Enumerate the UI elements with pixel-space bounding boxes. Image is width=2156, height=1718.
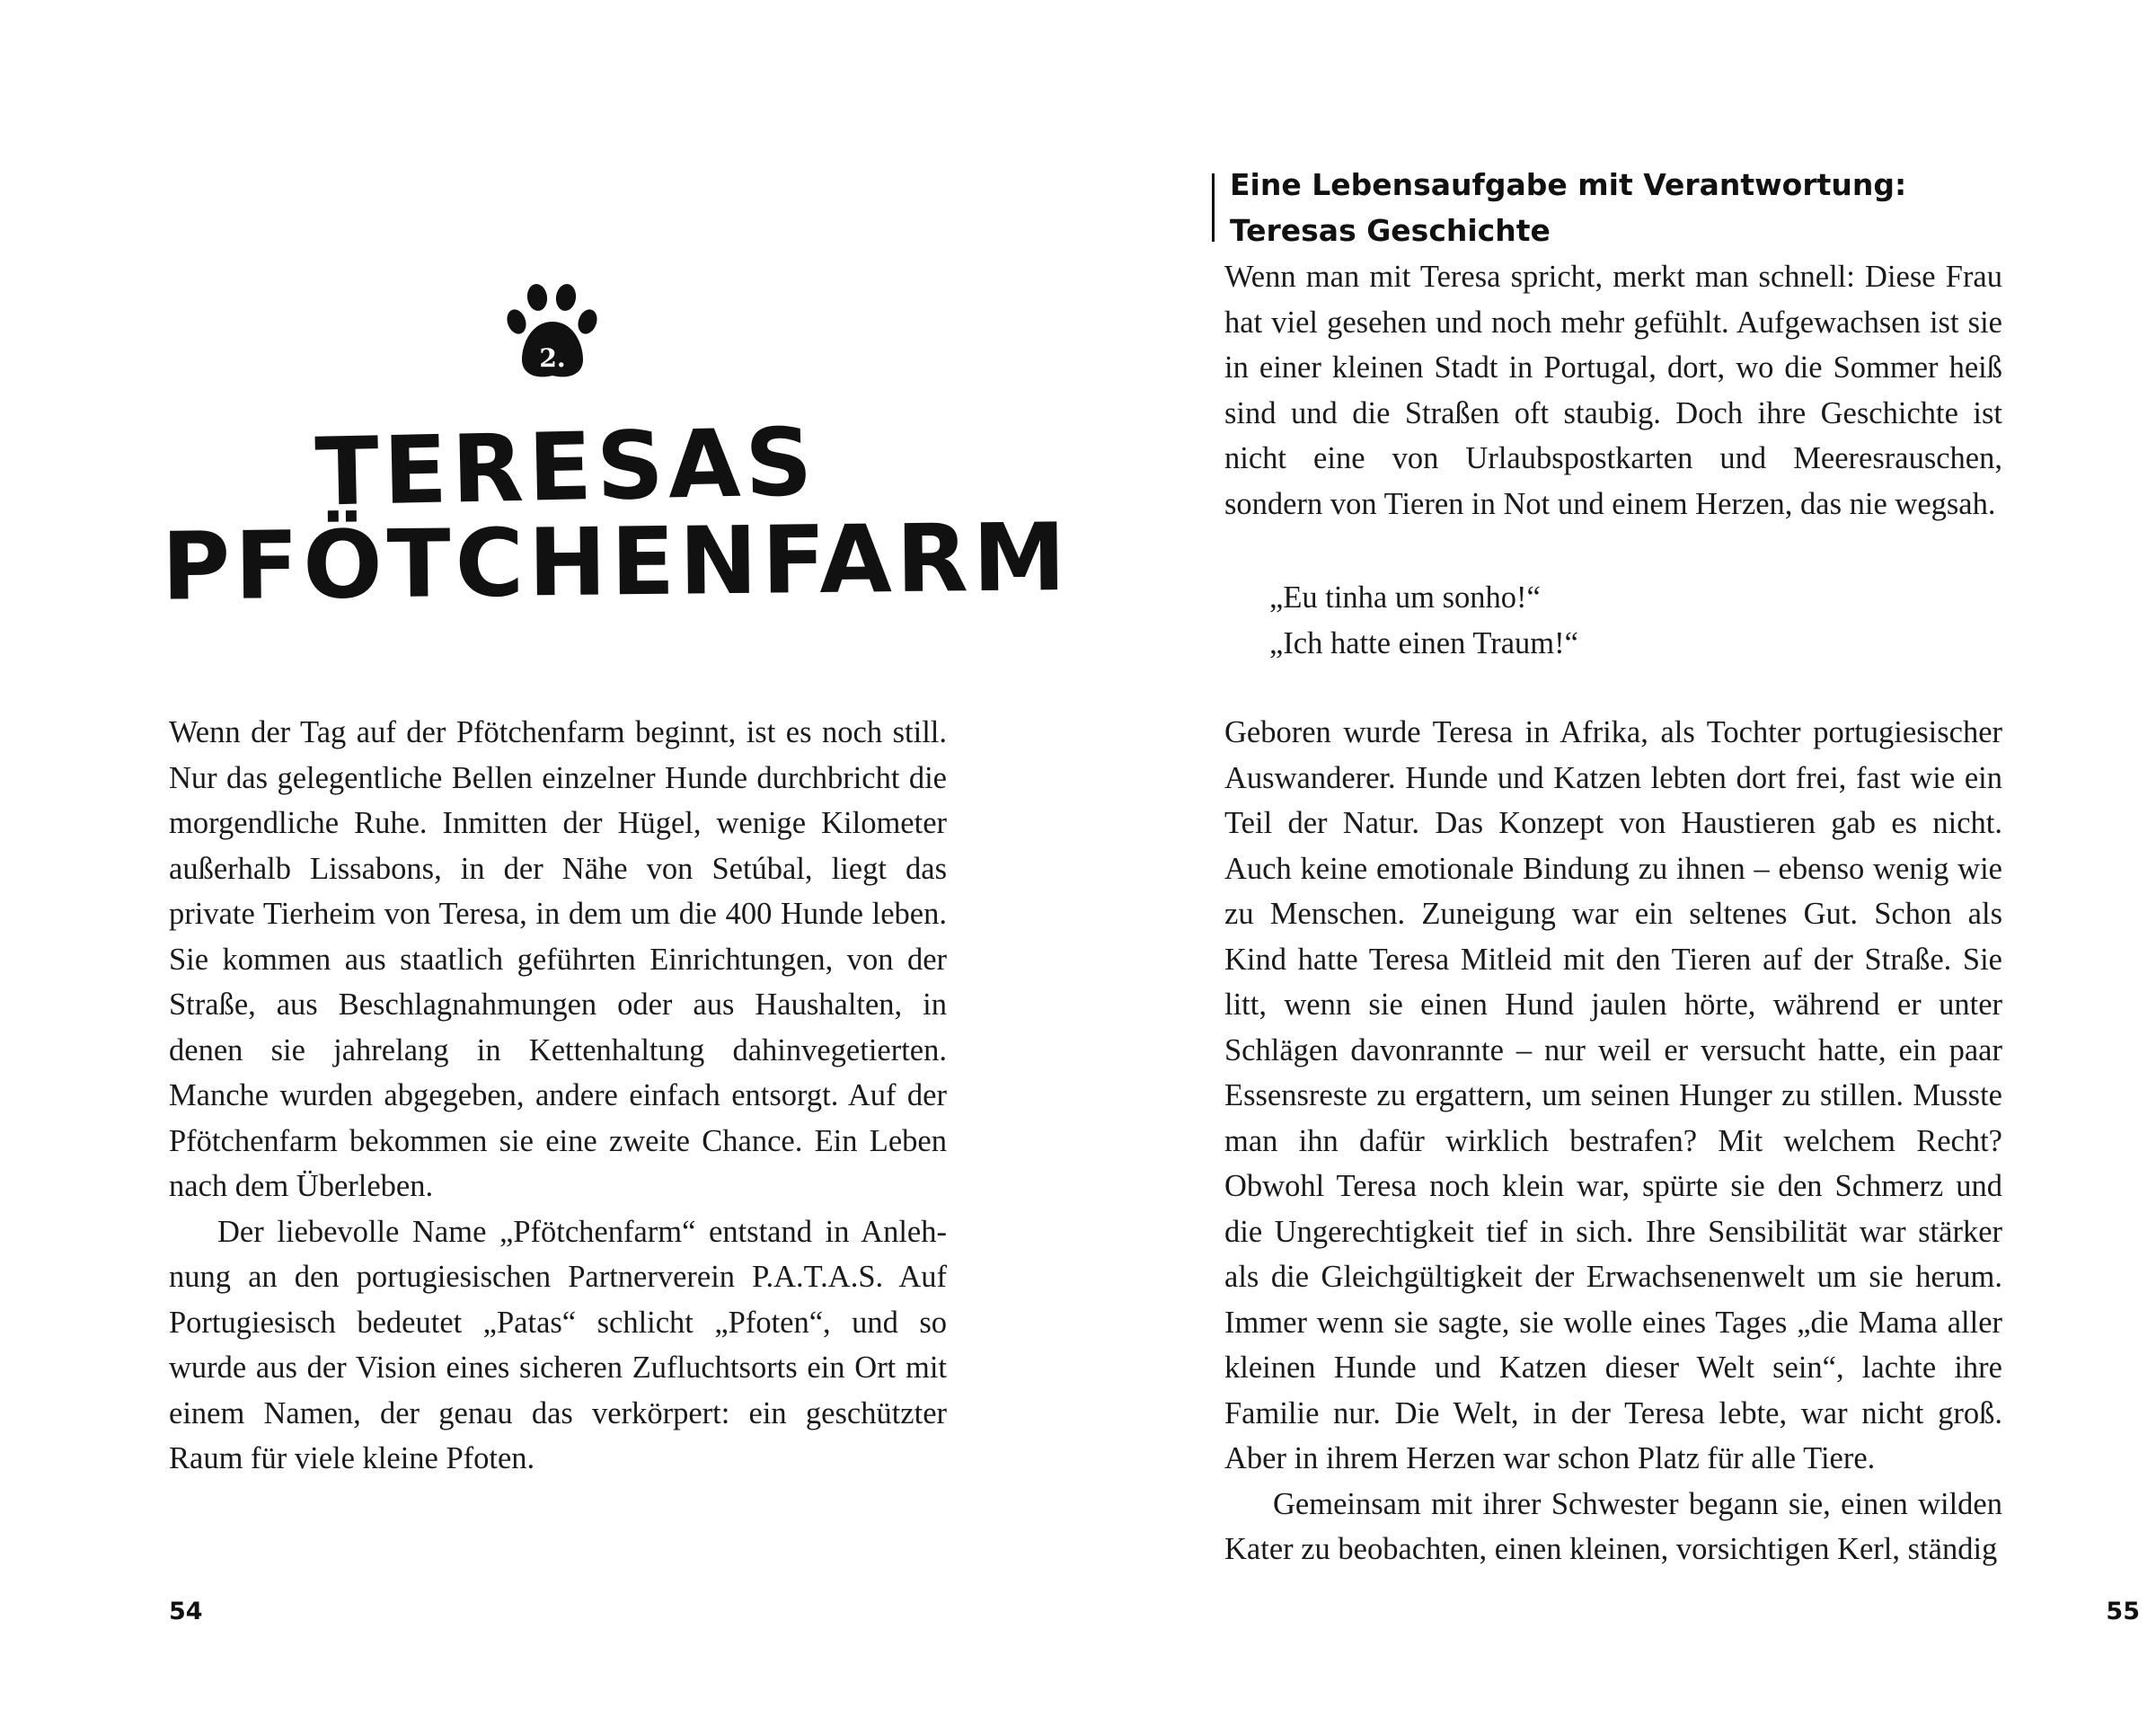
right-intro-text	[1224, 254, 2002, 527]
page-number-right: 55	[2106, 1598, 2140, 1625]
chapter-number: 2.	[539, 343, 566, 373]
section-heading-rule	[1212, 173, 1215, 242]
left-body-text	[169, 710, 947, 1482]
section-heading: Eine Lebensaufgabe mit Verantwortung: Teresas Geschichte	[1230, 167, 1907, 248]
page-number-left: 54	[169, 1598, 203, 1625]
left-paragraph-2: Der liebevolle Name „Pfötchenfarm“ entstand in Anlehnung an den portugiesischen Partnerverein P.A.T.A.S. Auf Portugiesisch bedeutet „Patas“ schlicht „Pfoten“, und so wurde aus der Vision eines sicheren Zufluchtsorts ein Ort mit einem Namen, der genau das verkörpert: ein geschützter Raum für viele kleine Pfoten.	[169, 1214, 947, 1475]
right-intro-paragraph: Wenn man mit Teresa spricht, merkt man schnell: Diese Frau hat viel gesehen und noch mehr gefühlt. Aufgewachsen ist sie in einer kleinen Stadt in Portugal, dort, wo die Sommer heiß sind und die Straßen oft staubig. Doch ihre Geschichte ist nicht eine von Urlaubspostkarten und Meeresrauschen, sondern von Tieren in Not und einem Herzen, das nie wegsah.	[1224, 260, 2002, 521]
quote-portuguese: „Eu tinha um sonho!“	[1269, 580, 1541, 615]
right-paragraph-1: Geboren wurde Teresa in Afrika, als Tochter portugiesischer Auswanderer. Hunde und Katzen lebten dort frei, fast wie ein Teil der Natur. Das Konzept von Haustieren gab es nicht. Auch keine emotionale Bindung zu ihnen – ebenso wenig wie zu Menschen. Zuneigung war ein seltenes Gut. Schon als Kind hatte Teresa Mitleid mit den Tieren auf der Straße. Sie litt, wenn sie einen Hund jaulen hörte, während er unter Schlägen davonrannte – nur weil er versucht hatte, ein paar Essensreste zu ergattern, um seinen Hunger zu stillen. Musste man ihn dafür wirklich bestrafen? Mit welchem Recht? Obwohl Teresa noch klein war, spürte sie den Schmerz und die Ungerechtigkeit tief in sich. Ihre Sensibilität war stärker als die Gleichgültigkeit der Erwachsenenwelt um sie herum. Immer wenn sie sagte, sie wolle eines Tages „die Mama aller kleinen Hunde und Katzen dieser Welt sein“, lachte ihre Familie nur. Die Welt, in der Teresa lebte, war nicht groß. Aber in ihrem Herzen war schon Platz für alle Tiere.	[1224, 715, 2002, 1475]
chapter-title	[161, 406, 1071, 622]
paw-print-icon	[504, 280, 601, 381]
chapter-title-line1: TERESAS	[314, 406, 818, 527]
chapter-title-line2: PFÖTCHENFARM	[161, 502, 1071, 622]
right-paragraph-2: Gemeinsam mit ihrer Schwester begann sie, einen wilden Kater zu beobachten, einen kleinen, vorsichtigen Kerl, ständig	[1224, 1486, 2002, 1566]
left-paragraph-1: Wenn der Tag auf der Pfötchenfarm beginnt, ist es noch still. Nur das gelegentliche Bellen einzelner Hunde durchbricht die morgendliche Ruhe. Inmitten der Hügel, wenige Kilometer außerhalb Lissabons, in der Nähe von Setúbal, liegt das private Tierheim von Teresa, in dem um die 400 Hunde leben. Sie kommen aus staatlich geführten Einrichtungen, von der Straße, aus Beschlagnahmungen oder aus Haushalten, in denen sie jahrelang in Kettenhaltung dahinvegetierten. Manche wurden abgegeben, andere einfach entsorgt. Auf der Pfötchenfarm bekommen sie eine zweite Chance. Ein Leben nach dem Überleben.	[169, 715, 947, 1203]
quote-german: „Ich hatte einen Traum!“	[1269, 625, 1578, 660]
quote-block	[1269, 575, 1578, 666]
right-body-text	[1224, 710, 2002, 1572]
